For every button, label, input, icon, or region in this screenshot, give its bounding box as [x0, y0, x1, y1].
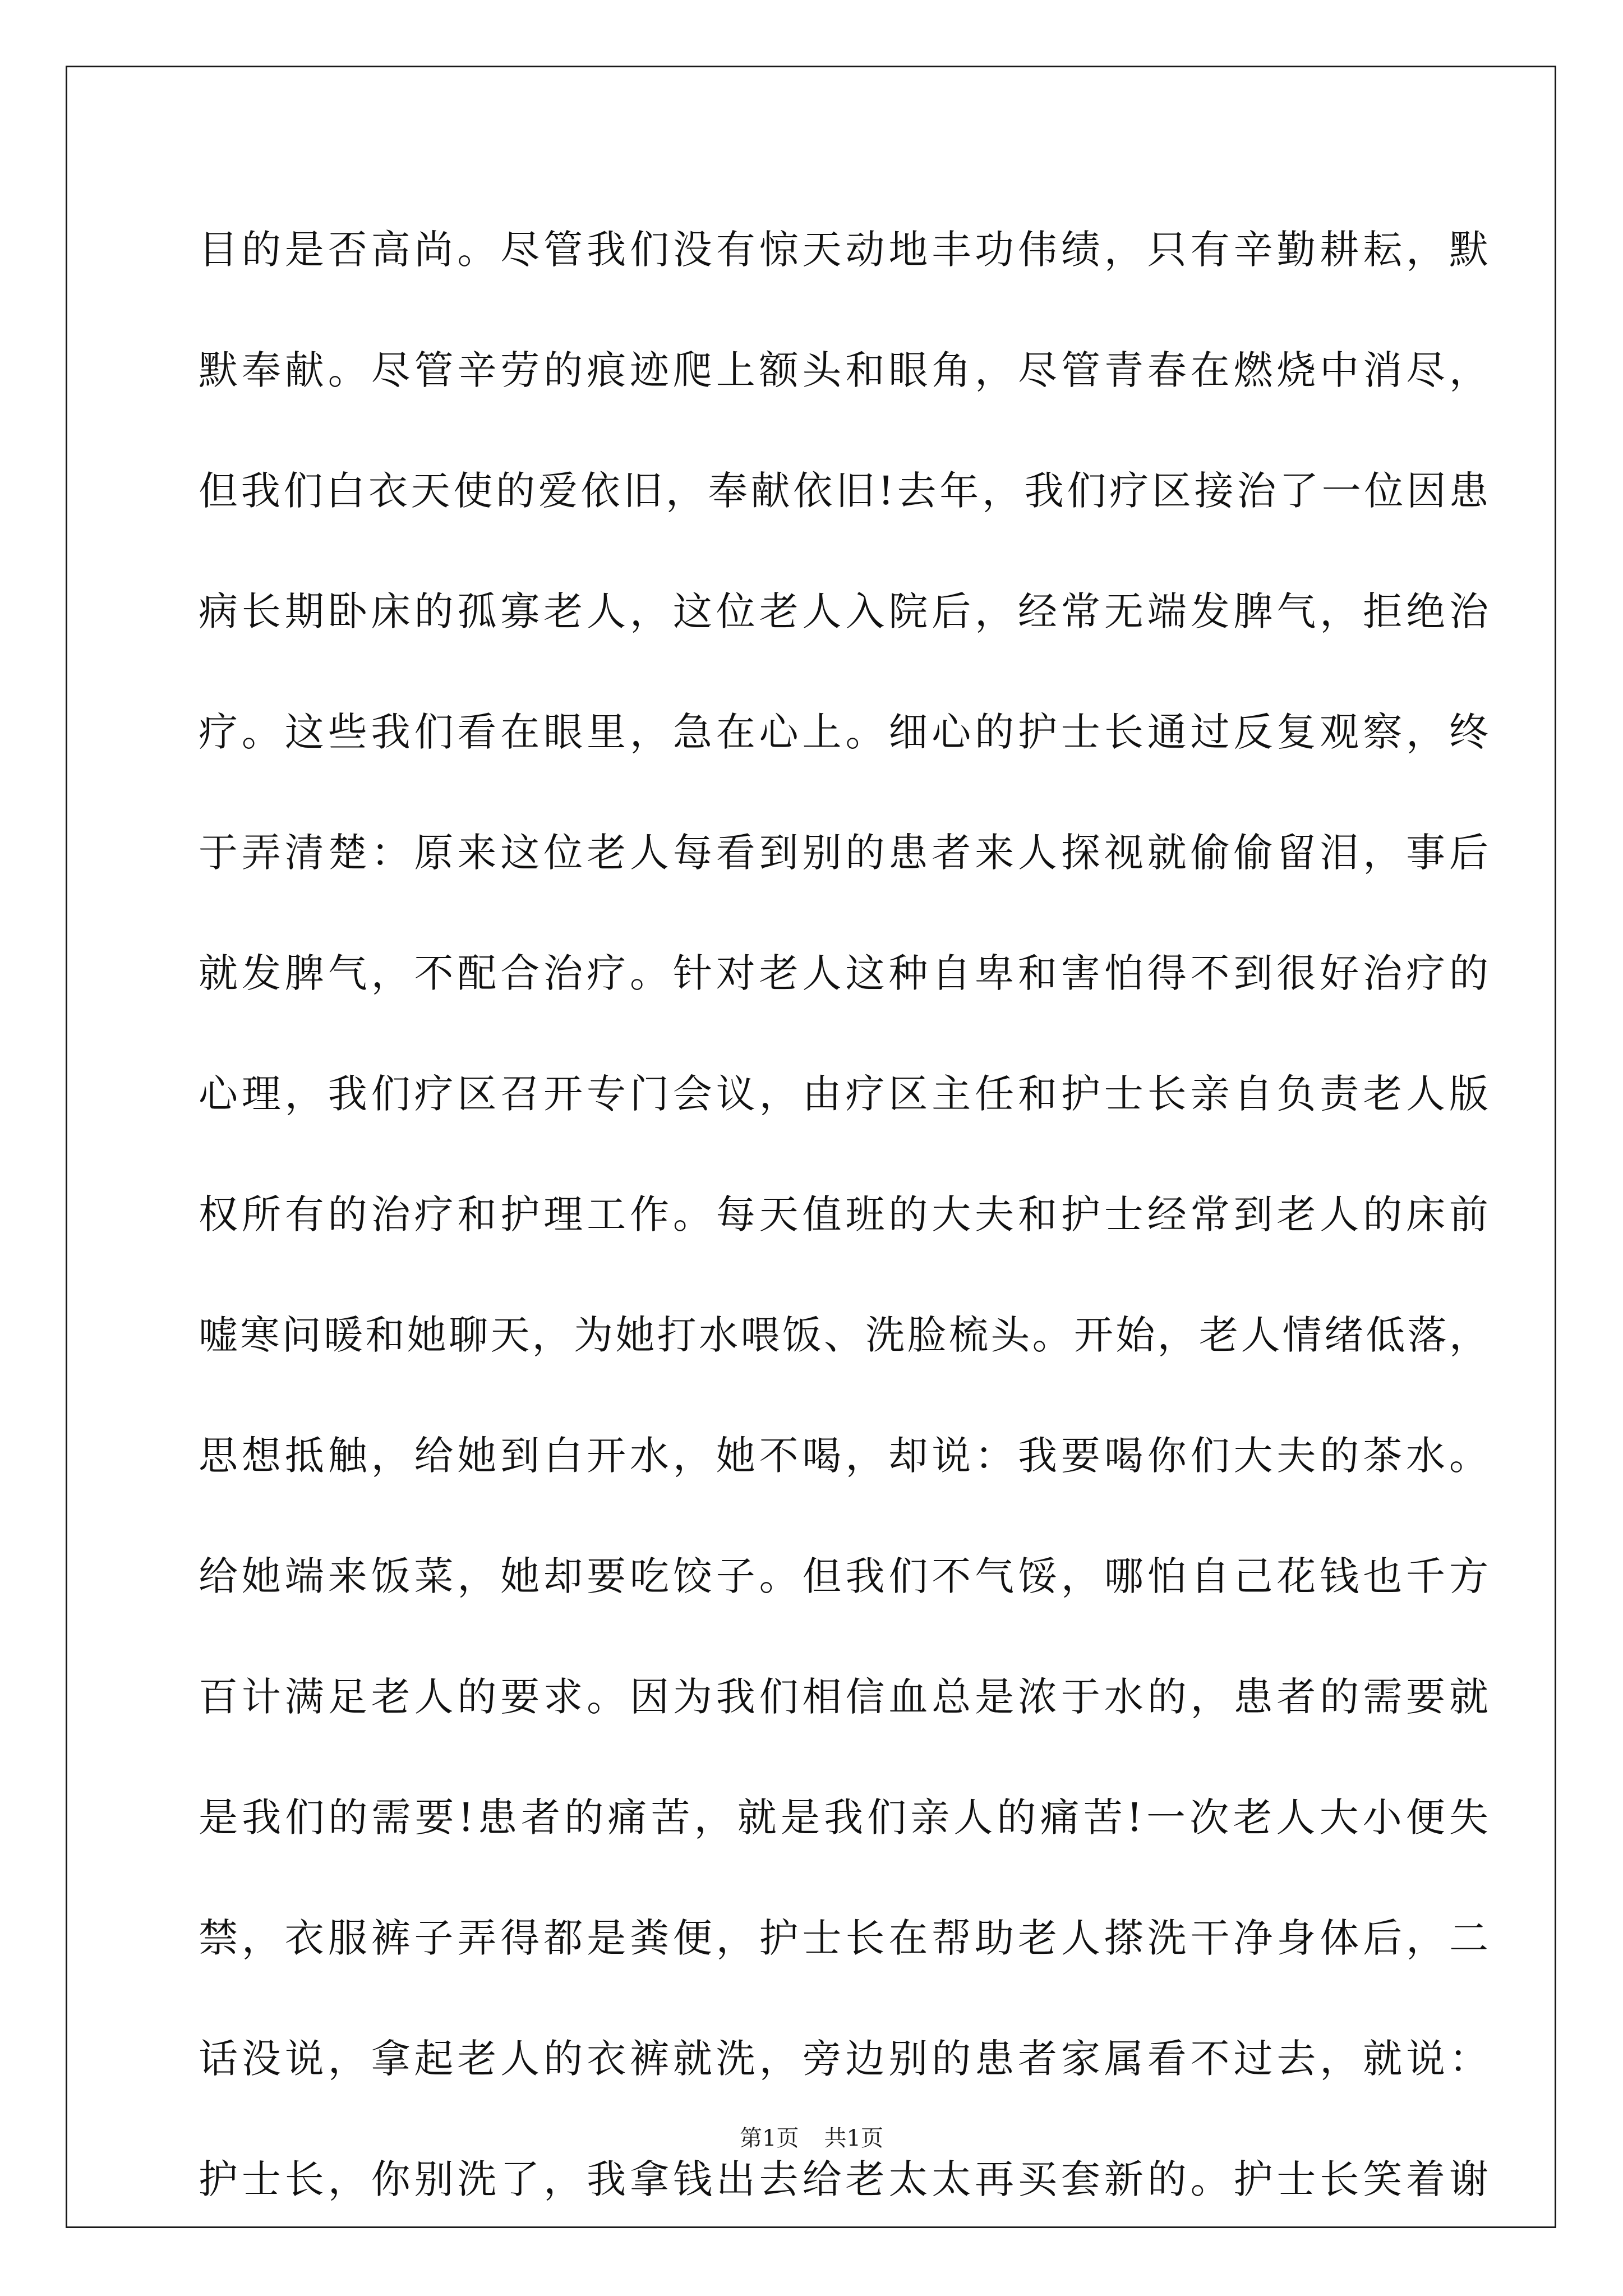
text-line: 禁，衣服裤子弄得都是粪便，护士长在帮助老人搽洗干净身体后，二 — [199, 1915, 1488, 1961]
text-line: 话没说，拿起老人的衣裤就洗，旁边别的患者家属看不过去，就说： — [199, 2036, 1488, 2082]
text-line: 于弄清楚：原来这位老人每看到别的患者来人探视就偷偷留泪，事后 — [199, 830, 1488, 876]
text-line: 心理，我们疗区召开专门会议，由疗区主任和护士长亲自负责老人版 — [199, 1071, 1488, 1117]
text-line: 思想抵触，给她到白开水，她不喝，却说：我要喝你们大夫的茶水。 — [199, 1433, 1488, 1479]
text-line: 权所有的治疗和护理工作。每天值班的大夫和护士经常到老人的床前 — [199, 1191, 1488, 1237]
text-line: 但我们白衣天使的爱依旧，奉献依旧!去年，我们疗区接治了一位因患 — [199, 468, 1488, 514]
text-line: 百计满足老人的要求。因为我们相信血总是浓于水的，患者的需要就 — [199, 1674, 1488, 1720]
text-line: 病长期卧床的孤寡老人，这位老人入院后，经常无端发脾气，拒绝治 — [199, 588, 1488, 634]
text-line: 就发脾气，不配合治疗。针对老人这种自卑和害怕得不到很好治疗的 — [199, 950, 1488, 996]
text-line: 默奉献。尽管辛劳的痕迹爬上额头和眼角，尽管青春在燃烧中消尽， — [199, 347, 1488, 393]
text-line: 是我们的需要!患者的痛苦，就是我们亲人的痛苦!一次老人大小便失 — [199, 1795, 1488, 1841]
text-line: 给她端来饭菜，她却要吃饺子。但我们不气馁，哪怕自己花钱也千方 — [199, 1553, 1488, 1599]
text-line: 疗。这些我们看在眼里，急在心上。细心的护士长通过反复观察，终 — [199, 709, 1488, 755]
document-body — [199, 210, 1488, 2261]
page-total: 共1页 — [824, 2125, 883, 2151]
text-line: 嘘寒问暖和她聊天，为她打水喂饭、洗脸梳头。开始，老人情绪低落， — [199, 1312, 1488, 1358]
text-line: 目的是否高尚。尽管我们没有惊天动地丰功伟绩，只有辛勤耕耘，默 — [199, 227, 1488, 273]
page-footer — [0, 2122, 1623, 2155]
text-line: 护士长，你别洗了，我拿钱出去给老太太再买套新的。护士长笑着谢 — [199, 2156, 1488, 2202]
page-number: 第1页 — [740, 2125, 799, 2151]
